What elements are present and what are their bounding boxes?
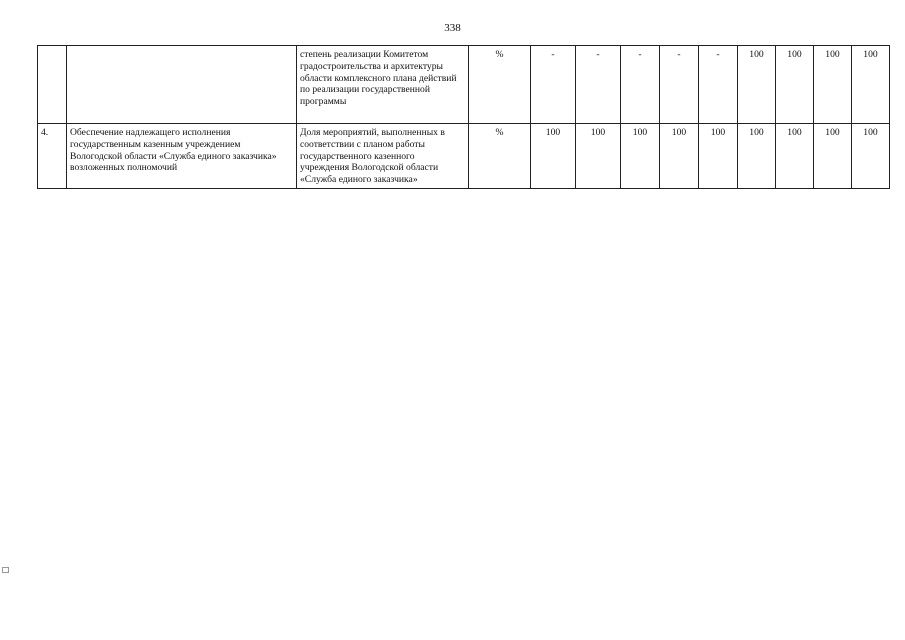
value-cell: 100	[776, 46, 814, 124]
margin-mark	[2, 567, 9, 573]
unit-cell: %	[469, 124, 531, 189]
value-cell: 100	[738, 124, 776, 189]
page-number: 338	[444, 22, 461, 34]
value-cell: -	[531, 46, 576, 124]
task-cell: Обеспечение надлежащего исполнения государственным казенным учреждением Вологодской области «Служба единого заказчика» возложенных полномочий	[67, 124, 297, 189]
value-cell: 100	[699, 124, 738, 189]
indicator-cell: степень реализации Комитетом градостроительства и архитектуры области комплексного плана действий по реализации государственной программы	[297, 46, 469, 124]
value-cell: 100	[852, 46, 890, 124]
value-cell: 100	[738, 46, 776, 124]
value-cell: 100	[576, 124, 621, 189]
value-cell: 100	[814, 124, 852, 189]
row-number-cell	[38, 46, 67, 124]
value-cell: 100	[531, 124, 576, 189]
table-row	[38, 124, 890, 189]
value-cell: -	[699, 46, 738, 124]
value-cell: 100	[776, 124, 814, 189]
row-number-cell: 4.	[38, 124, 67, 189]
value-cell: -	[621, 46, 660, 124]
table-row	[38, 46, 890, 124]
unit-cell: %	[469, 46, 531, 124]
value-cell: -	[660, 46, 699, 124]
value-cell: 100	[660, 124, 699, 189]
value-cell: 100	[814, 46, 852, 124]
task-cell	[67, 46, 297, 124]
value-cell: 100	[852, 124, 890, 189]
indicators-table	[37, 45, 890, 189]
indicator-cell: Доля мероприятий, выполненных в соответствии с планом работы государственного казенного учреждения Вологодской области «Служба единого заказчика»	[297, 124, 469, 189]
value-cell: 100	[621, 124, 660, 189]
value-cell: -	[576, 46, 621, 124]
